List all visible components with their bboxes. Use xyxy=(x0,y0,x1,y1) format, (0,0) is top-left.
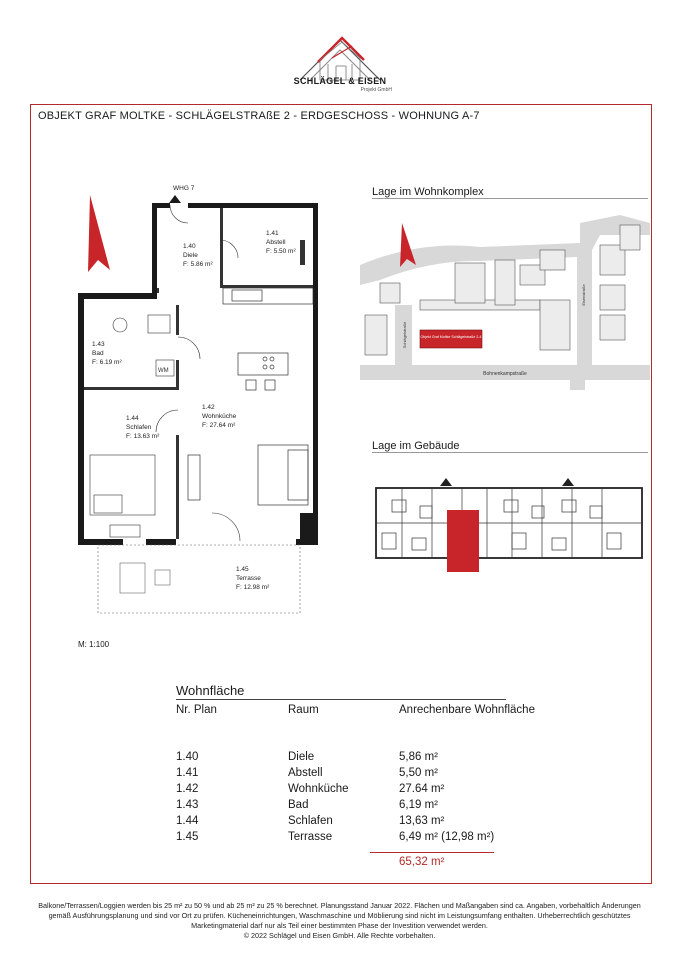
header-flaeche: Anrechenbare Wohnfläche xyxy=(399,704,535,716)
header-nr: Nr. Plan xyxy=(176,704,217,716)
site-divider xyxy=(372,198,648,199)
building-section-title: Lage im Gebäude xyxy=(372,440,460,452)
apartment-highlight xyxy=(447,510,479,572)
building-plan xyxy=(372,478,648,576)
area-table-rule xyxy=(176,699,506,700)
header-raum: Raum xyxy=(288,704,319,716)
svg-text:Eisenstraße: Eisenstraße xyxy=(581,284,586,306)
wm-label: WM xyxy=(158,368,169,374)
highlighted-building xyxy=(420,330,482,348)
north-arrow-icon xyxy=(88,195,110,272)
total-rule xyxy=(370,852,494,853)
entrance-label: WHG 7 xyxy=(173,185,195,192)
room-1-40: 1.40 Diele F: 5.86 m² xyxy=(183,243,213,268)
room-1-43: 1.43 Bad F: 6.19 m² xyxy=(92,341,122,366)
room-1-45: 1.45 Terrasse F: 12.98 m² xyxy=(236,566,270,591)
room-1-42: 1.42 Wohnküche F: 27.64 m² xyxy=(202,404,237,429)
page-title: OBJEKT GRAF MOLTKE - SCHLÄGELSTRAßE 2 - ERDGESCHOSS - WOHNUNG A-7 xyxy=(38,110,480,122)
svg-text:Bohnenkampstraße: Bohnenkampstraße xyxy=(483,371,527,377)
scale-label: M: 1:100 xyxy=(78,640,110,649)
footer-disclaimer: Balkone/Terrassen/Loggien werden bis 25 m² zu 50 % und ab 25 m² zu 25 % berechnet. Planungsstand Januar 2022. Flächen und Maßangaben sind ca. Angaben, vorbehaltlich Änderungen gemäß Ausführungsplanung und sind vor Ort zu prüfen. Kücheneinrichtungen, Waschmaschine und Möblierung sind nicht im Leistungsumfang enthalten. Urheberrechtlich geschütztes Marketingmaterial darf nur als Teil einer bestimmten Phase der Investition verwendet werden. © 2022 Schlägel und Eisen GmbH. Alle Rechte vorbehalten. xyxy=(38,901,641,940)
svg-text:Schlägelstraße: Schlägelstraße xyxy=(402,321,407,349)
area-table-title: Wohnfläche xyxy=(176,683,245,698)
logo-subtitle: Projekt GmbH xyxy=(360,87,392,93)
building-divider xyxy=(372,452,648,453)
room-1-41: 1.41 Abstell F: 5.50 m² xyxy=(266,230,296,255)
logo-name: SCHLÄGEL & EISEN xyxy=(293,76,387,86)
svg-text:Objekt Graf Moltke Schlägelstr: Objekt Graf Moltke Schlägelstraße 2-4 xyxy=(420,335,482,339)
room-1-44: 1.44 Schlafen F: 13.63 m² xyxy=(126,415,160,440)
total-area: 65,32 m² xyxy=(399,856,445,868)
site-map xyxy=(360,205,650,390)
site-section-title: Lage im Wohnkomplex xyxy=(372,186,484,198)
